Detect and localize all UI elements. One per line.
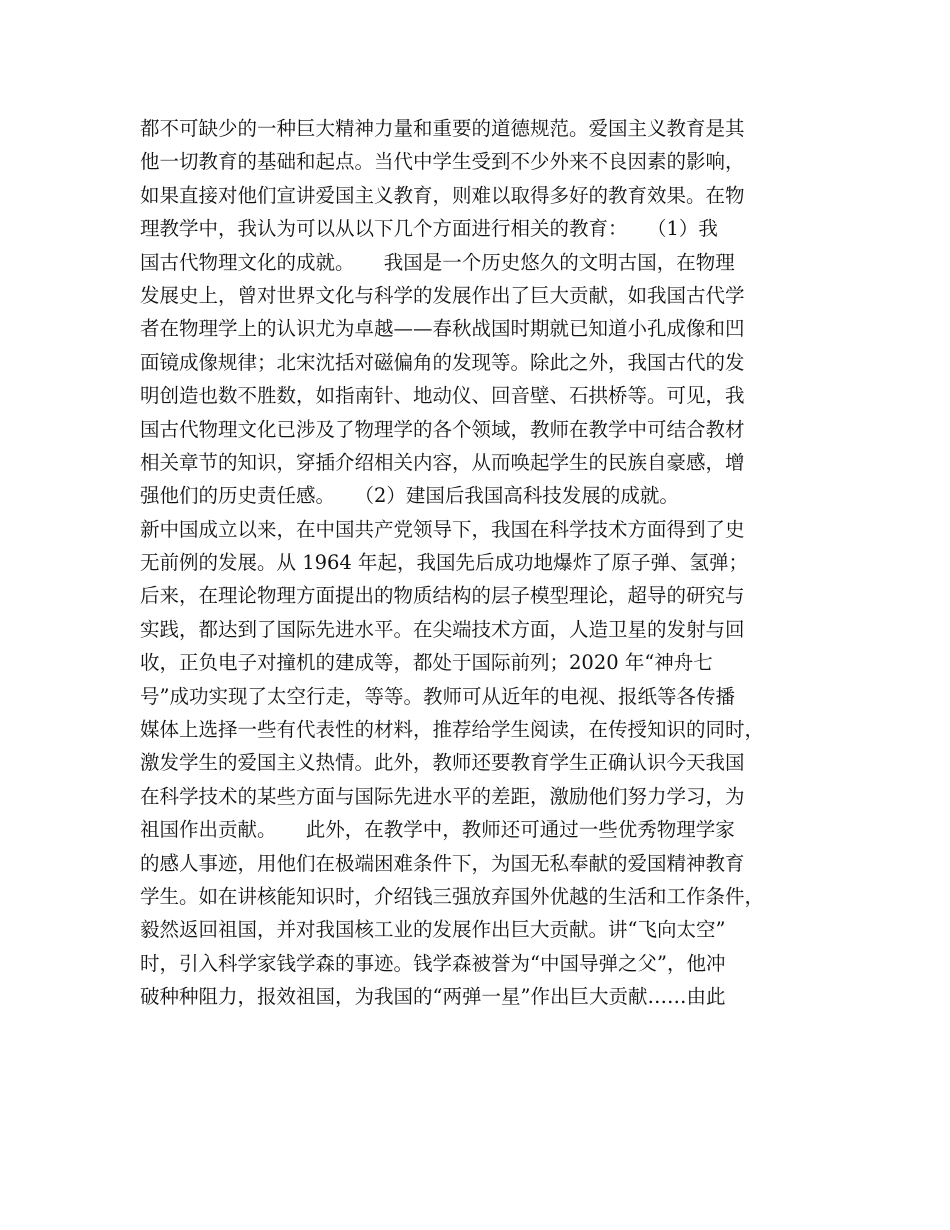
text-line: 新中国成立以来，在中国共产党领导下，我国在科学技术方面得到了史 [140, 517, 745, 541]
text-line: 的感人事迹，用他们在极端困难条件下，为国无私奉献的爱国精神教育 [140, 851, 745, 875]
text-line: 国古代物理文化的成就。 我国是一个历史悠久的文明古国，在物理 [140, 250, 735, 274]
text-line: 激发学生的爱国主义热情。此外，教师还要教育学生正确认识今天我国 [140, 751, 745, 775]
text-line: 破种种阻力，报效祖国，为我国的“两弹一星”作出巨大贡献……由此 [140, 985, 726, 1009]
text-line: 祖国作出贡献。 此外，在教学中，教师还可通过一些优秀物理学家 [140, 818, 735, 842]
text-line: 强他们的历史责任感。 （2）建国后我国高科技发展的成就。 [140, 484, 679, 508]
text-line: 实践，都达到了国际先进水平。在尖端技术方面，人造卫星的发射与回 [140, 617, 745, 641]
text-line: 者在物理学上的认识尤为卓越——春秋战国时期就已知道小孔成像和凹 [140, 317, 745, 341]
text-line: 明创造也数不胜数，如指南针、地动仪、回音壁、石拱桥等。可见，我 [140, 384, 745, 408]
text-line: 如果直接对他们宣讲爱国主义教育，则难以取得多好的教育效果。在物 [140, 183, 745, 207]
text-line: 后来，在理论物理方面提出的物质结构的层子模型理论，超导的研究与 [140, 584, 745, 608]
body-text [140, 112, 820, 1014]
text-line: 相关章节的知识，穿插介绍相关内容，从而唤起学生的民族自豪感，增 [140, 450, 745, 474]
text-line: 都不可缺少的一种巨大精神力量和重要的道德规范。爱国主义教育是其 [140, 117, 745, 140]
text-line: 在科学技术的某些方面与国际先进水平的差距，激励他们努力学习，为 [140, 784, 745, 808]
text-line: 无前例的发展。从 1964 年起，我国先后成功地爆炸了原子弹、氢弹； [140, 551, 749, 575]
text-line: 媒体上选择一些有代表性的材料，推荐给学生阅读，在传授知识的同时， [140, 718, 765, 742]
text-line: 毅然返回祖国，并对我国核工业的发展作出巨大贡献。讲“飞向太空” [140, 918, 726, 942]
text-line: 学生。如在讲核能知识时，介绍钱三强放弃国外优越的生活和工作条件， [140, 884, 765, 908]
text-line: 收，正负电子对撞机的建成等，都处于国际前列；2020 年“神舟七 [140, 651, 713, 675]
text-line: 面镜成像规律；北宋沈括对磁偏角的发现等。除此之外，我国古代的发 [140, 350, 745, 374]
text-line: 理教学中，我认为可以从以下几个方面进行相关的教育： （1）我 [140, 217, 718, 241]
text-line: 发展史上，曾对世界文化与科学的发展作出了巨大贡献，如我国古代学 [140, 283, 745, 307]
text-line: 他一切教育的基础和起点。当代中学生受到不少外来不良因素的影响， [140, 150, 745, 174]
text-line: 国古代物理文化已涉及了物理学的各个领域，教师在教学中可结合教材 [140, 417, 745, 441]
text-line: 号”成功实现了太空行走，等等。教师可从近年的电视、报纸等各传播 [140, 684, 735, 708]
text-line: 时，引入科学家钱学森的事迹。钱学森被誉为“中国导弹之父”，他冲 [140, 951, 726, 975]
